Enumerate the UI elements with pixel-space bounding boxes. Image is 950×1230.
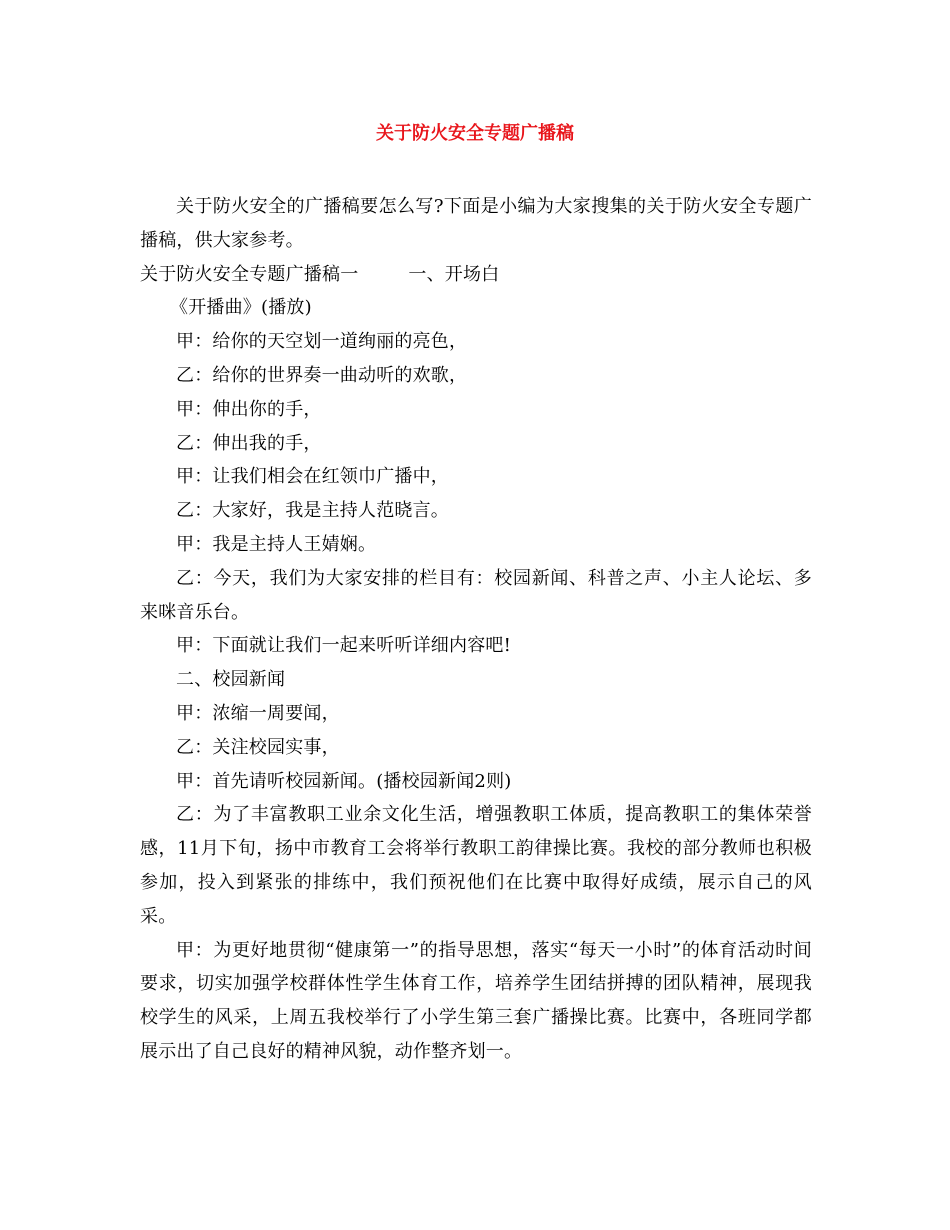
dialog-line: 甲：伸出你的手， — [176, 398, 322, 420]
opening-heading: 一、开场白 — [408, 263, 500, 285]
dialog-line: 甲：给你的天空划一道绚丽的亮色， — [176, 331, 468, 353]
dialog-line: 乙：关注校园实事， — [176, 736, 340, 758]
dialog-line: 乙：伸出我的手， — [176, 432, 322, 454]
broadcast-title-line: 关于防火安全专题广播稿一 — [140, 263, 359, 285]
dialog-line: 甲：让我们相会在红领巾广播中， — [176, 466, 449, 488]
dialog-line: 乙：大家好，我是主持人范晓言。 — [176, 500, 449, 522]
dialog-line: 乙：今天，我们为大家安排的栏目有：校园新闻、科普之声、小主人论坛、多来咪音乐台。 — [140, 567, 812, 623]
section-heading — [140, 258, 812, 292]
section-heading-campus-news: 二、校园新闻 — [176, 669, 286, 691]
news-paragraph: 乙：为了丰富教职工业余文化生活，增强教职工体质，提高教职工的集体荣誉感，11月下旬，扬中市教育工会将举行教职工韵律操比赛。我校的部分教师也积极参加，投入到紧张的排练中，我们预祝他们在比赛中取得好成绩，展示自己的风采。 — [140, 804, 812, 927]
dialog-line: 甲：下面就让我们一起来听听详细内容吧! — [176, 635, 512, 657]
document-body — [140, 190, 812, 1069]
document-title: 关于防火安全专题广播稿 — [376, 123, 574, 144]
news-paragraph: 甲：为更好地贯彻“健康第一”的指导思想，落实“每天一小时”的体育活动时间要求，切实加强学校群体性学生体育工作，培养学生团结拼搏的团队精神，展现我校学生的风采，上周五我校举行了小学生第三套广播操比赛。比赛中，各班同学都展示出了自己良好的精神风貌，动作整齐划一。 — [140, 939, 812, 1062]
dialog-line: 乙：给你的世界奏一曲动听的欢歌， — [176, 364, 468, 386]
dialog-line: 甲：我是主持人王婧娴。 — [176, 533, 377, 555]
intro-paragraph: 关于防火安全的广播稿要怎么写?下面是小编为大家搜集的关于防火安全专题广播稿，供大家参考。 — [140, 196, 812, 251]
dialog-line: 甲：首先请听校园新闻。(播校园新闻2则) — [176, 770, 512, 792]
dialog-line: 甲：浓缩一周要闻， — [176, 702, 340, 724]
song-line: 《开播曲》(播放) — [170, 297, 312, 319]
